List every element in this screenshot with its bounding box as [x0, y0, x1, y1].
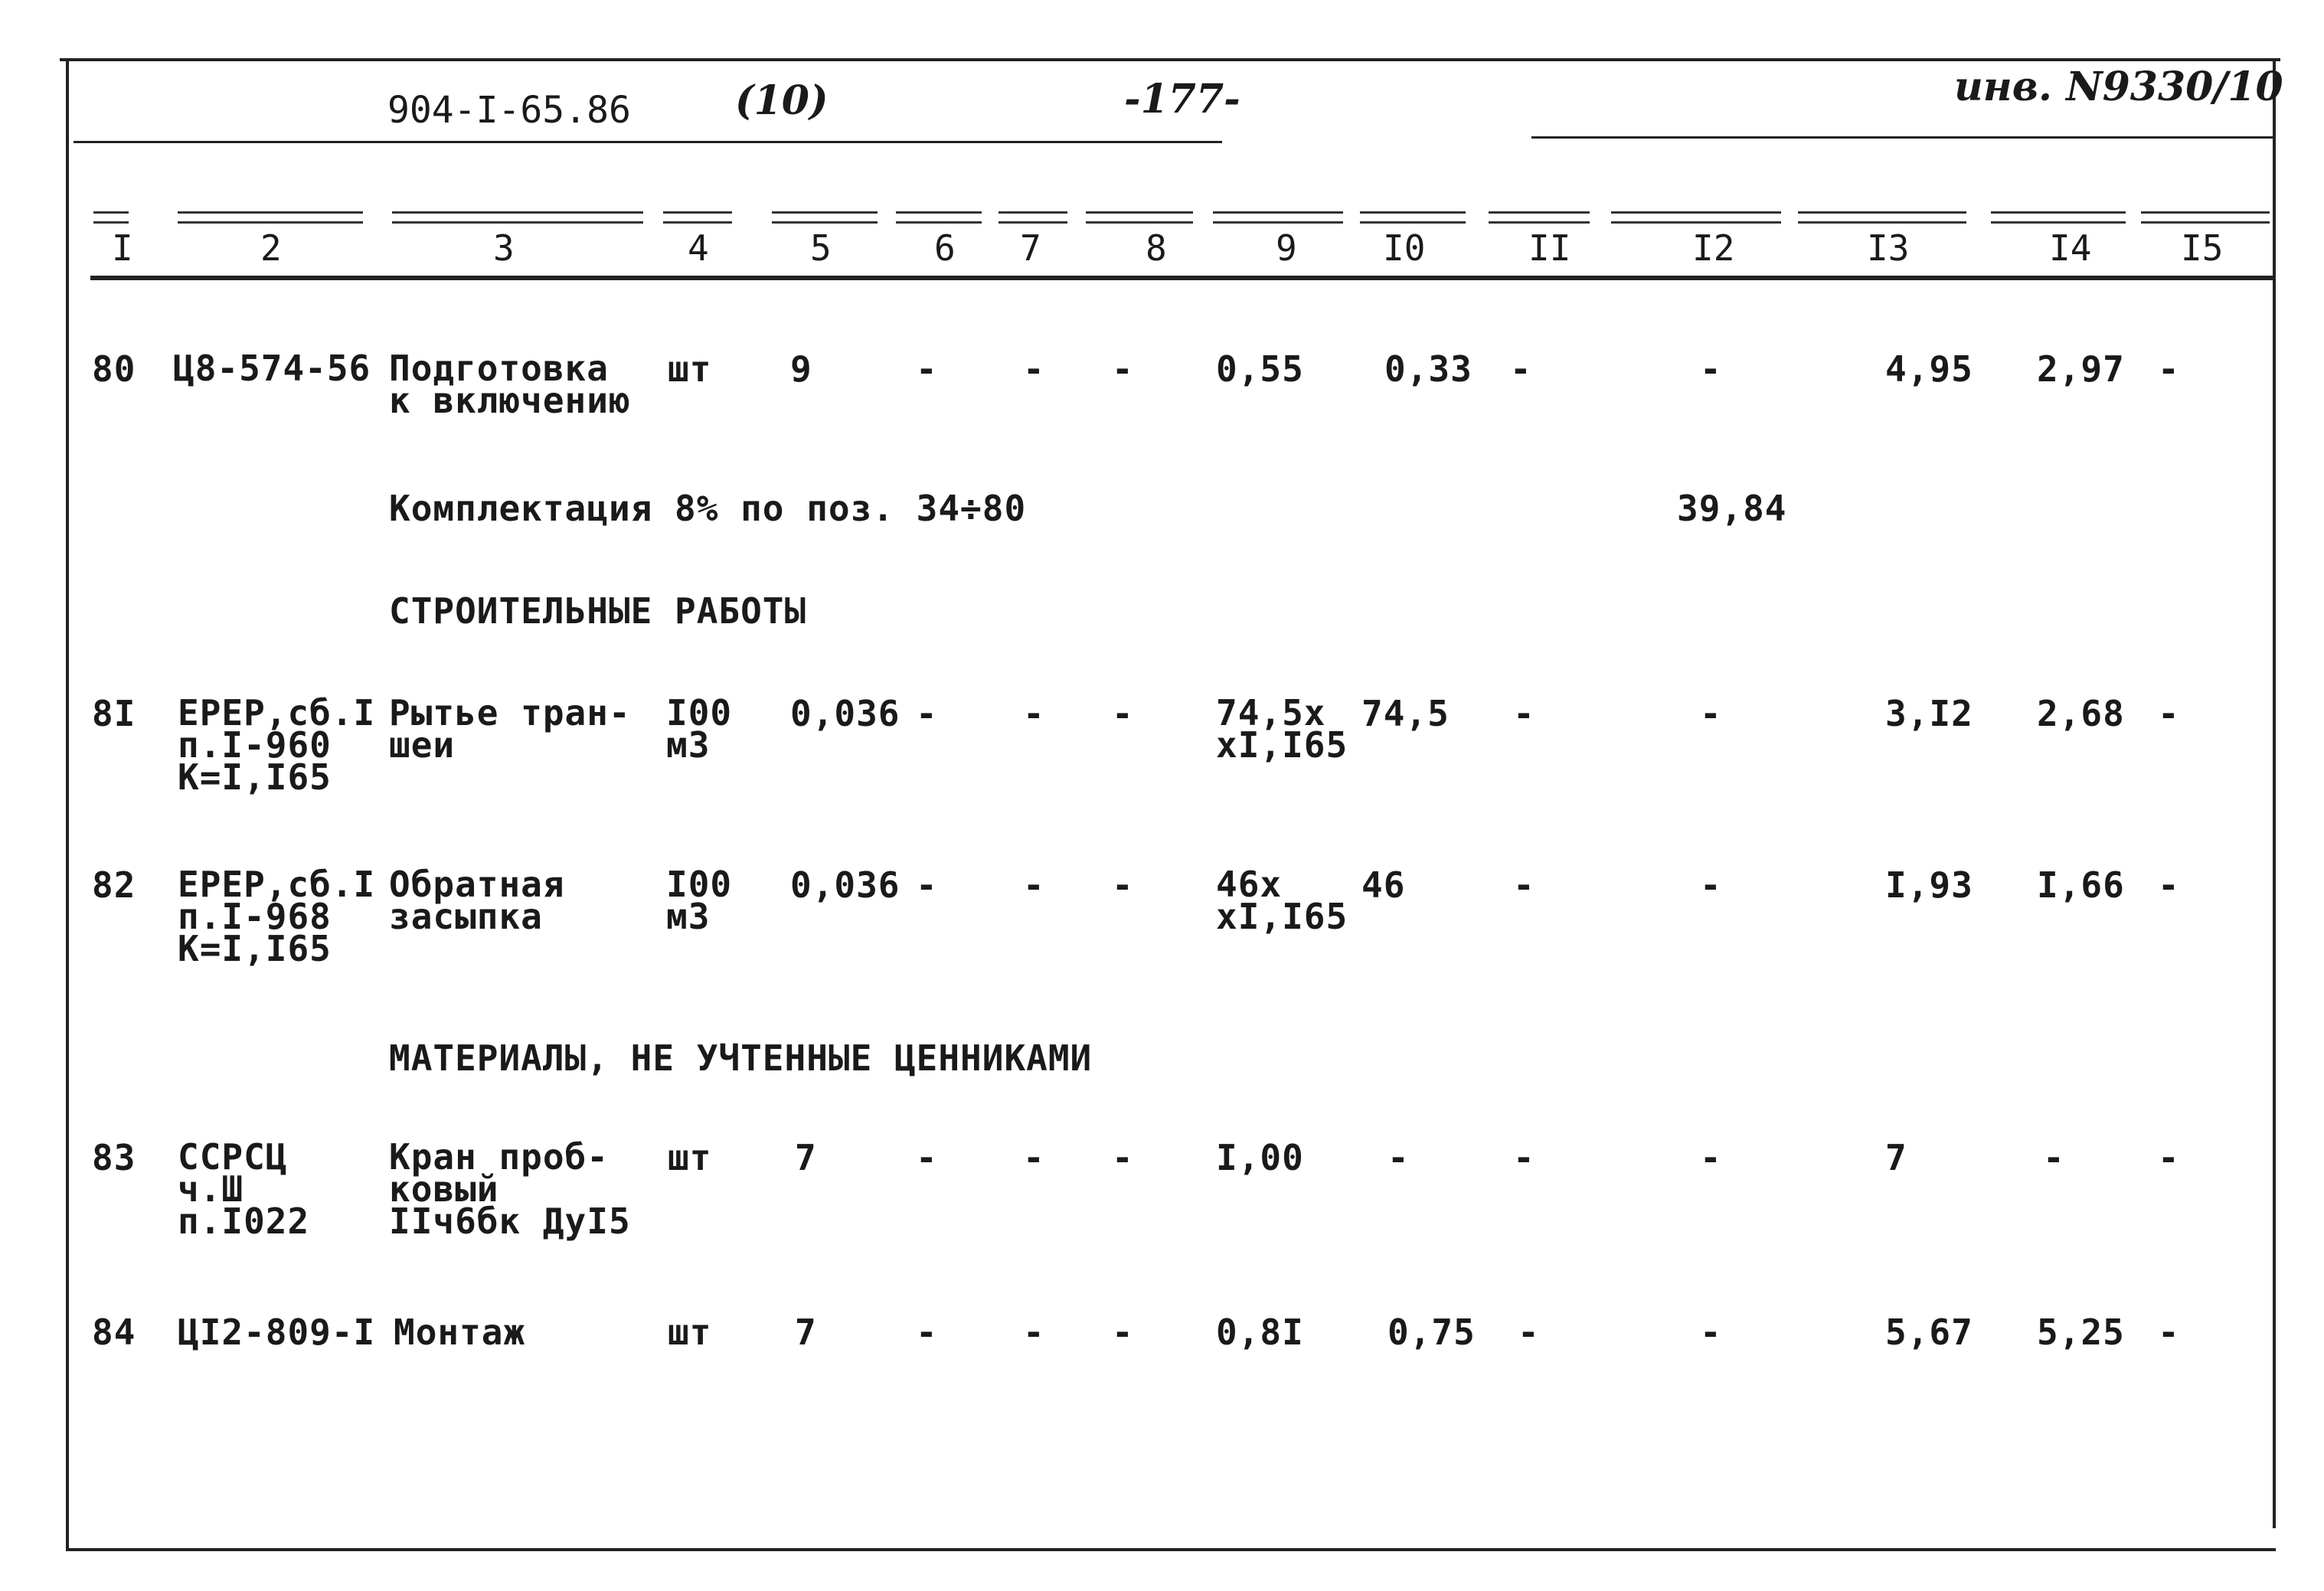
- table-row-84-c12: -: [1700, 1312, 1722, 1353]
- col-header-1: I: [112, 227, 133, 269]
- table-row-80-c10: 0,33: [1384, 348, 1473, 390]
- table-row-80-code: Ц8-574-56: [173, 348, 371, 389]
- col-header-13: I3: [1867, 227, 1910, 269]
- inventory-number: инв. N9330/10: [1954, 64, 2283, 110]
- table-row-84-c14: 5,25: [2037, 1312, 2125, 1353]
- table-row-80-name: Подготовка к включению: [389, 348, 631, 421]
- table-row-83-c6: -: [916, 1137, 938, 1178]
- table-row-81-unit: I00 м3: [666, 692, 733, 766]
- table-row-81-c12: -: [1700, 693, 1722, 734]
- page-number: -177-: [1124, 76, 1240, 123]
- table-row-81-c5: 0,036: [790, 693, 901, 734]
- table-row-83-name: Кран проб- ковый IIч6бк ДуI5: [389, 1136, 631, 1242]
- col-header-12: I2: [1692, 227, 1735, 269]
- table-row-81-c14: 2,68: [2037, 693, 2125, 734]
- frame-bottom-line: [66, 1548, 2276, 1551]
- column-header-rule: [1086, 211, 1193, 224]
- table-row-80-c7: -: [1023, 348, 1045, 390]
- table-row-80-c15: -: [2158, 348, 2180, 390]
- column-header-rule: [93, 211, 129, 224]
- column-header-rule: [1991, 211, 2126, 224]
- column-header-rule: [1798, 211, 1966, 224]
- header-underline-left: [74, 141, 1222, 143]
- frame-left-line: [66, 58, 69, 1551]
- header-underline-right: [1531, 136, 2273, 139]
- table-row-83-c11: -: [1513, 1137, 1535, 1178]
- table-row-83-c10: -: [1388, 1137, 1410, 1178]
- column-header-rule: [772, 211, 878, 224]
- column-header-rule: [178, 211, 363, 224]
- col-header-2: 2: [260, 227, 282, 269]
- table-row-80-num: 80: [92, 348, 136, 390]
- table-row-82-name: Обратная засыпка: [389, 864, 565, 937]
- column-header-rule: [999, 211, 1067, 224]
- table-row-84-c8: -: [1112, 1312, 1134, 1353]
- table-row-84-c11: -: [1518, 1312, 1540, 1353]
- table-row-84-c13: 5,67: [1885, 1312, 1973, 1353]
- table-row-83-code: ССРСЦ ч.Ш п.I022: [178, 1136, 310, 1242]
- table-row-83-c12: -: [1700, 1137, 1722, 1178]
- table-row-83-unit: шт: [668, 1137, 712, 1178]
- table-row-84-c5: 7: [795, 1312, 817, 1353]
- table-row-82-c13: I,93: [1885, 864, 1973, 906]
- column-header-rule: [1360, 211, 1466, 224]
- table-row-80-c8: -: [1112, 348, 1134, 390]
- table-row-84-name: Монтаж: [394, 1312, 526, 1353]
- table-row-83-c14: -: [2043, 1137, 2065, 1178]
- table-row-83-c7: -: [1023, 1137, 1045, 1178]
- doc-code: 904-I-65.86: [387, 89, 631, 132]
- column-header-rule: [2141, 211, 2270, 224]
- col-header-4: 4: [688, 227, 709, 269]
- table-row-84-c9: 0,8I: [1216, 1312, 1304, 1353]
- table-row-80-c13: 4,95: [1885, 348, 1973, 390]
- table-row-82-c11: -: [1513, 864, 1535, 906]
- table-row-84-c10: 0,75: [1388, 1312, 1476, 1353]
- column-header-rule: [1489, 211, 1590, 224]
- table-row-84-c7: -: [1023, 1312, 1045, 1353]
- table-row-80-c9: 0,55: [1216, 348, 1304, 390]
- col-header-11: II: [1528, 227, 1571, 269]
- col-header-10: I0: [1383, 227, 1426, 269]
- col-header-5: 5: [810, 227, 832, 269]
- table-row-82-c12: -: [1700, 864, 1722, 906]
- table-row-81-c11: -: [1513, 693, 1535, 734]
- table-row-80-c14: 2,97: [2037, 348, 2125, 390]
- table-row-81-c15: -: [2158, 693, 2180, 734]
- table-row-80-c6: -: [916, 348, 938, 390]
- table-row-81-c9: 74,5х хI,I65: [1216, 692, 1348, 766]
- table-row-82-c6: -: [916, 864, 938, 906]
- table-row-81-name: Рытье тран- шеи: [389, 692, 631, 766]
- table-row-83-c9: I,00: [1216, 1137, 1304, 1178]
- table-row-82-code: ЕРЕР,сб.I п.I-968 К=I,I65: [178, 864, 376, 969]
- table-row-82-c10: 46: [1361, 864, 1406, 906]
- table-row-83-c8: -: [1112, 1137, 1134, 1178]
- col-header-7: 7: [1020, 227, 1041, 269]
- table-row-84-c6: -: [916, 1312, 938, 1353]
- table-row-80-c5: 9: [790, 348, 812, 390]
- col-header-6: 6: [934, 227, 956, 269]
- column-header-rule: [392, 211, 643, 224]
- table-row-81-num: 8I: [92, 693, 136, 734]
- komplektatsiya-text: Комплектация 8% по поз. 34÷80: [389, 488, 1027, 529]
- col-header-9: 9: [1276, 227, 1297, 269]
- table-row-83-num: 83: [92, 1137, 136, 1178]
- table-row-82-c5: 0,036: [790, 864, 901, 906]
- table-row-82-c14: I,66: [2037, 864, 2125, 906]
- table-row-84-unit: шт: [668, 1312, 712, 1353]
- col-header-14: I4: [2049, 227, 2092, 269]
- table-row-81-c10: 74,5: [1361, 693, 1450, 734]
- table-row-81-c13: 3,I2: [1885, 693, 1973, 734]
- col-header-3: 3: [493, 227, 515, 269]
- table-row-82-c15: -: [2158, 864, 2180, 906]
- column-header-rule: [1611, 211, 1781, 224]
- table-row-82-num: 82: [92, 864, 136, 906]
- table-row-84-c15: -: [2158, 1312, 2180, 1353]
- column-header-rule: [1213, 211, 1343, 224]
- table-row-82-c7: -: [1023, 864, 1045, 906]
- table-row-81-c6: -: [916, 693, 938, 734]
- table-row-83-c15: -: [2158, 1137, 2180, 1178]
- komplektatsiya-value: 39,84: [1677, 488, 1787, 529]
- table-row-81-code: ЕРЕР,сб.I п.I-960 К=I,I65: [178, 692, 376, 798]
- table-row-81-c8: -: [1112, 693, 1134, 734]
- table-row-84-num: 84: [92, 1312, 136, 1353]
- table-row-80-c12: -: [1700, 348, 1722, 390]
- column-header-bottom-rule: [90, 276, 2276, 280]
- frame-top-line: [60, 58, 2280, 61]
- table-row-80-c11: -: [1510, 348, 1532, 390]
- table-row-82-c8: -: [1112, 864, 1134, 906]
- table-row-83-c5: 7: [795, 1137, 817, 1178]
- column-header-rule: [896, 211, 982, 224]
- sheet-number: (10): [735, 77, 829, 124]
- table-row-82-unit: I00 м3: [666, 864, 733, 937]
- column-header-rule: [663, 211, 732, 224]
- section-heading-construction: СТРОИТЕЛЬНЫЕ РАБОТЫ: [389, 590, 807, 632]
- table-row-80-unit: шт: [668, 348, 712, 390]
- table-row-84-code: ЦI2-809-I: [178, 1312, 376, 1353]
- table-row-82-c9: 46х хI,I65: [1216, 864, 1348, 937]
- section-heading-materials: МАТЕРИАЛЫ, НЕ УЧТЕННЫЕ ЦЕННИКАМИ: [389, 1037, 1093, 1079]
- col-header-15: I5: [2181, 227, 2224, 269]
- col-header-8: 8: [1146, 227, 1167, 269]
- table-row-81-c7: -: [1023, 693, 1045, 734]
- table-row-83-c13: 7: [1885, 1137, 1907, 1178]
